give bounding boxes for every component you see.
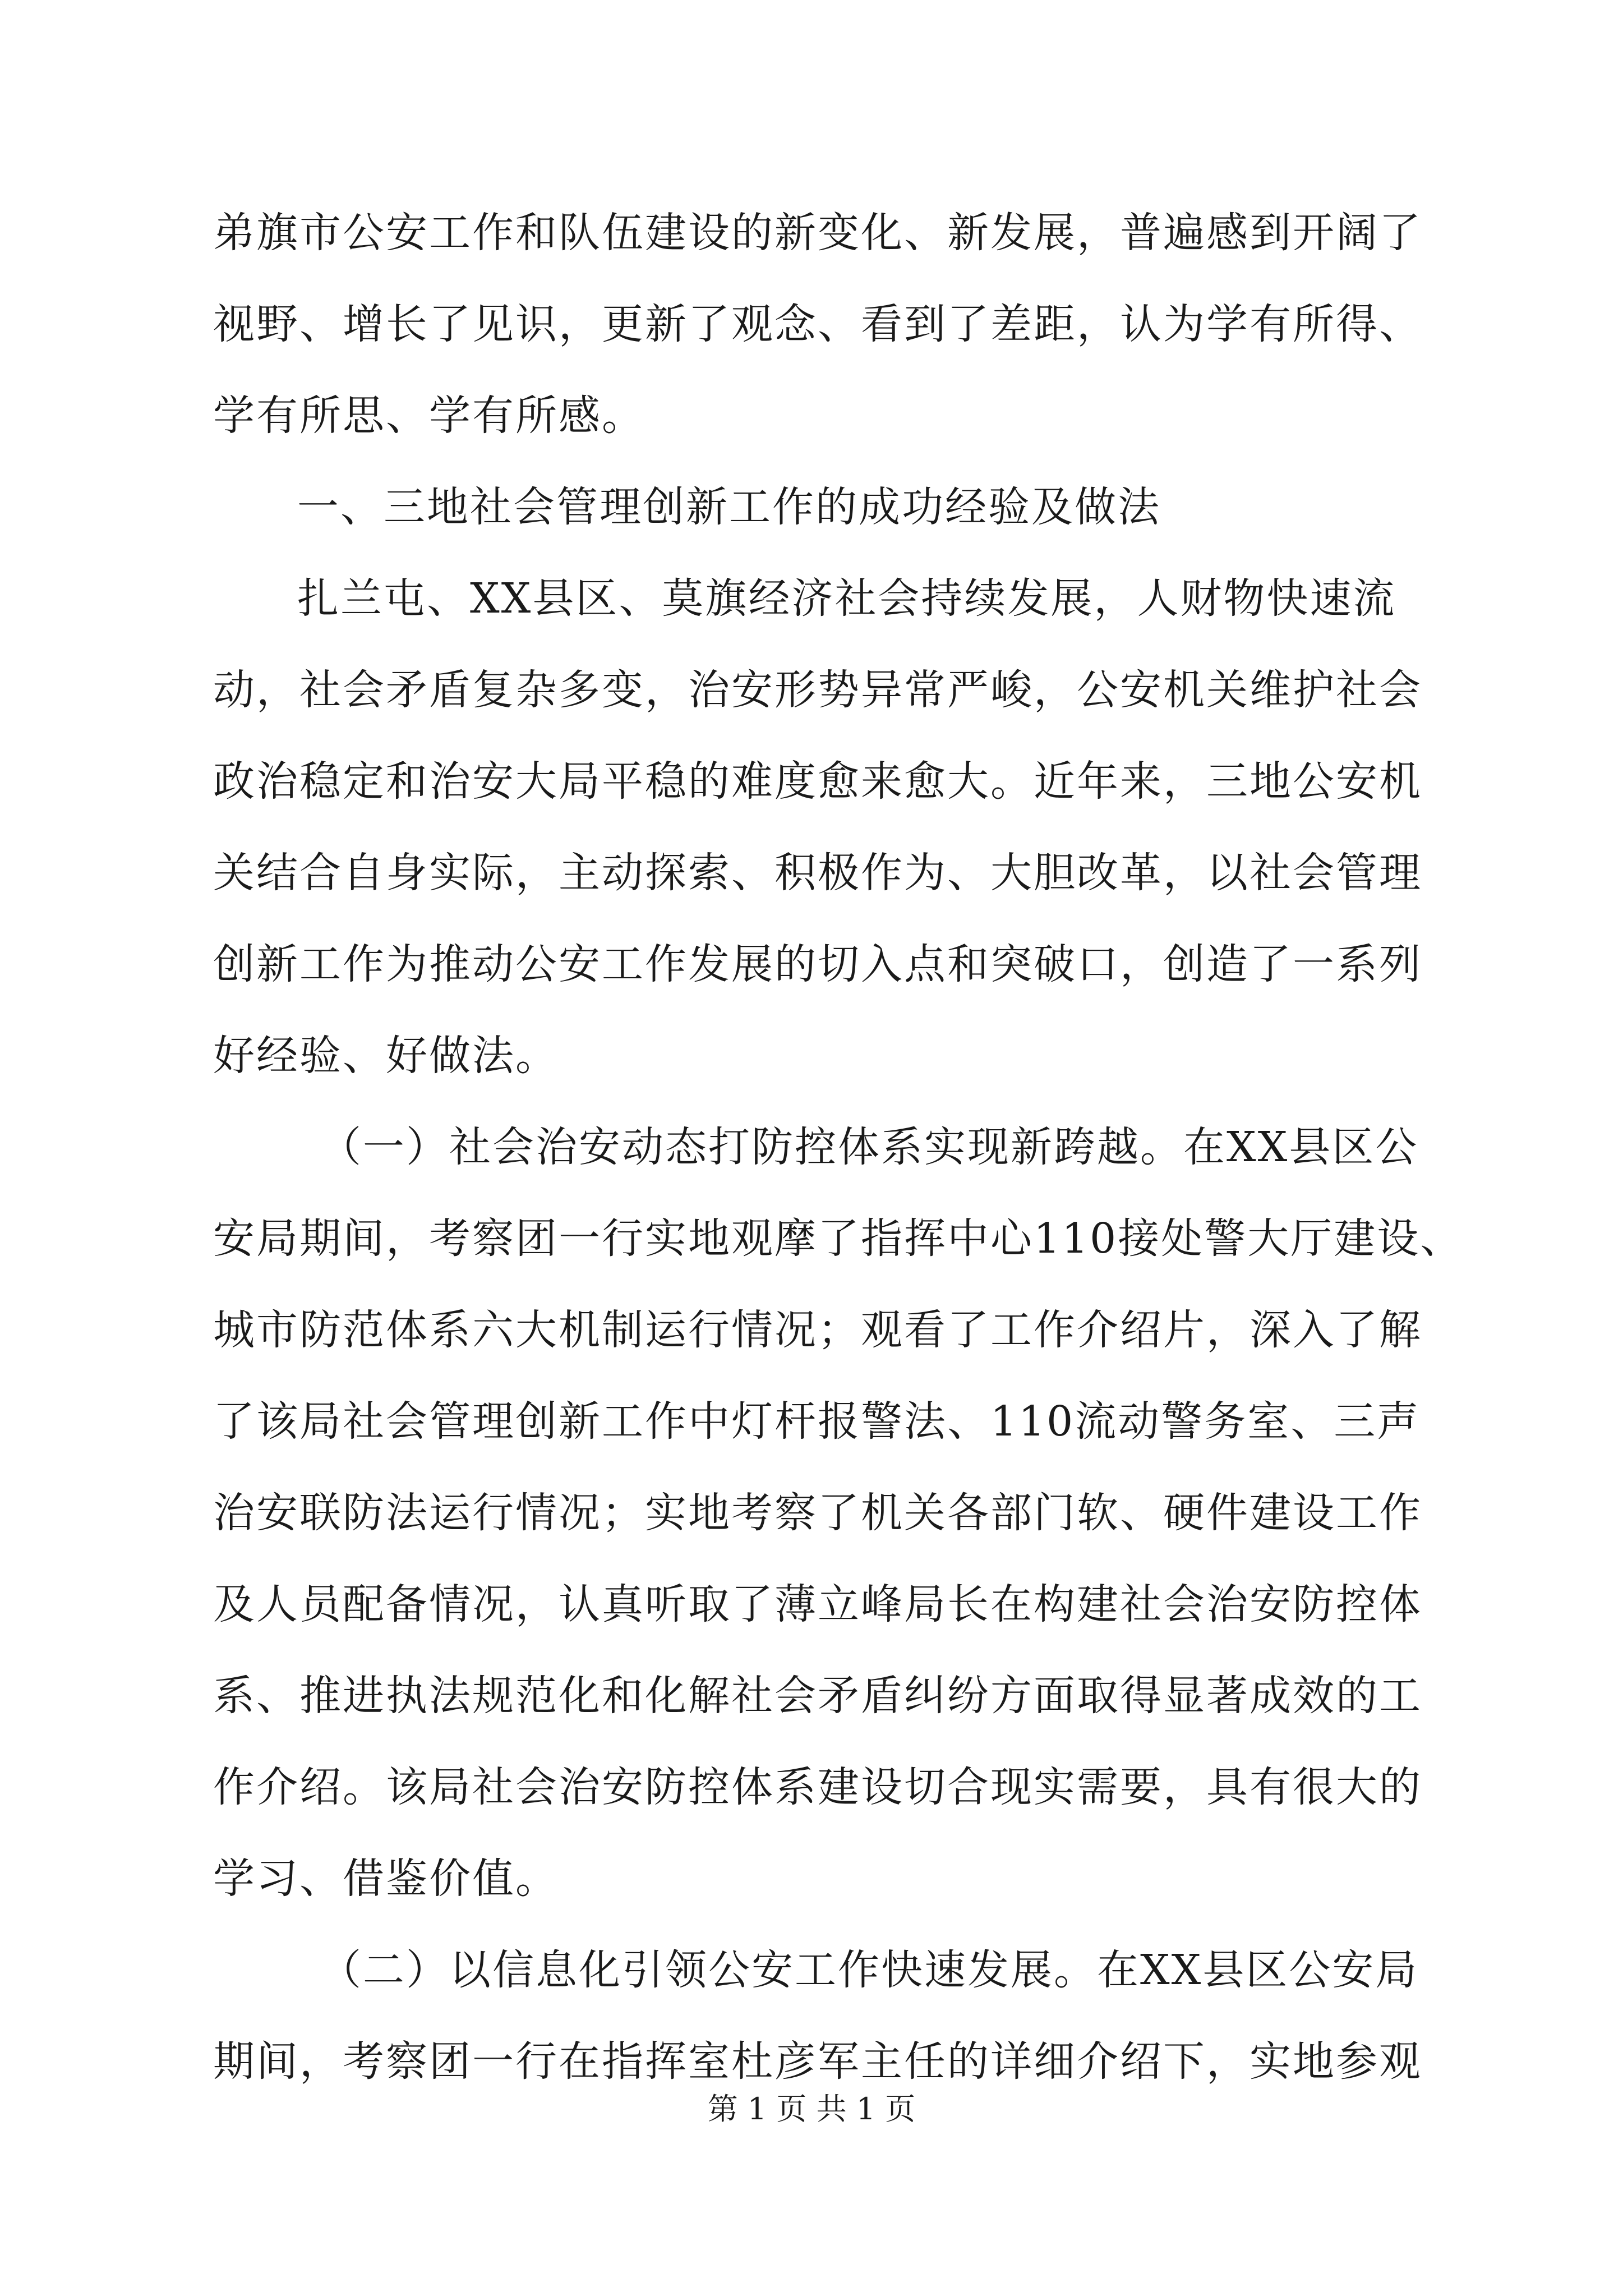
- text-line: 学习、借鉴价值。: [213, 1855, 559, 1903]
- text-line: 弟旗市公安工作和队伍建设的新变化、新发展，普遍感到开阔了: [213, 209, 1422, 257]
- subsection-line: （二）以信息化引领公安工作快速发展。在XX县区公安局: [320, 1946, 1419, 1994]
- text-line: 安局期间，考察团一行实地观摩了指挥中心110接处警大厅建设、: [213, 1214, 1464, 1263]
- page-number-footer: 第 1 页 共 1 页: [707, 2091, 916, 2127]
- text-line: 好经验、好做法。: [213, 1032, 559, 1080]
- text-line: 城市防范体系六大机制运行情况；观看了工作介绍片，深入了解: [213, 1306, 1422, 1354]
- text-line: 期间，考察团一行在指挥室杜彦军主任的详细介绍下，实地参观: [213, 2037, 1422, 2086]
- text-line: 系、推进执法规范化和化解社会矛盾纠纷方面取得显著成效的工: [213, 1672, 1422, 1720]
- text-line: 学有所思、学有所感。: [213, 392, 645, 440]
- text-line: 治安联防法运行情况；实地考察了机关各部门软、硬件建设工作: [213, 1489, 1422, 1537]
- text-line: 视野、增长了见识，更新了观念、看到了差距，认为学有所得、: [213, 300, 1422, 348]
- text-line: 关结合自身实际，主动探索、积极作为、大胆改革，以社会管理: [213, 849, 1422, 897]
- text-line: 扎兰屯、XX县区、莫旗经济社会持续发展，人财物快速流: [297, 574, 1396, 623]
- text-line: 作介绍。该局社会治安防控体系建设切合现实需要，具有很大的: [213, 1763, 1422, 1811]
- text-line: 动，社会矛盾复杂多变，治安形势异常严峻，公安机关维护社会: [213, 666, 1422, 714]
- text-line: 及人员配备情况，认真听取了薄立峰局长在构建社会治安防控体: [213, 1580, 1422, 1628]
- text-line: 创新工作为推动公安工作发展的切入点和突破口，创造了一系列: [213, 940, 1422, 988]
- text-line: 了该局社会管理创新工作中灯杆报警法、110流动警务室、三声: [213, 1397, 1421, 1446]
- section-heading: 一、三地社会管理创新工作的成功经验及做法: [297, 483, 1161, 531]
- subsection-line: （一）社会治安动态打防控体系实现新跨越。在XX县区公: [320, 1123, 1419, 1171]
- text-line: 政治稳定和治安大局平稳的难度愈来愈大。近年来，三地公安机: [213, 757, 1422, 806]
